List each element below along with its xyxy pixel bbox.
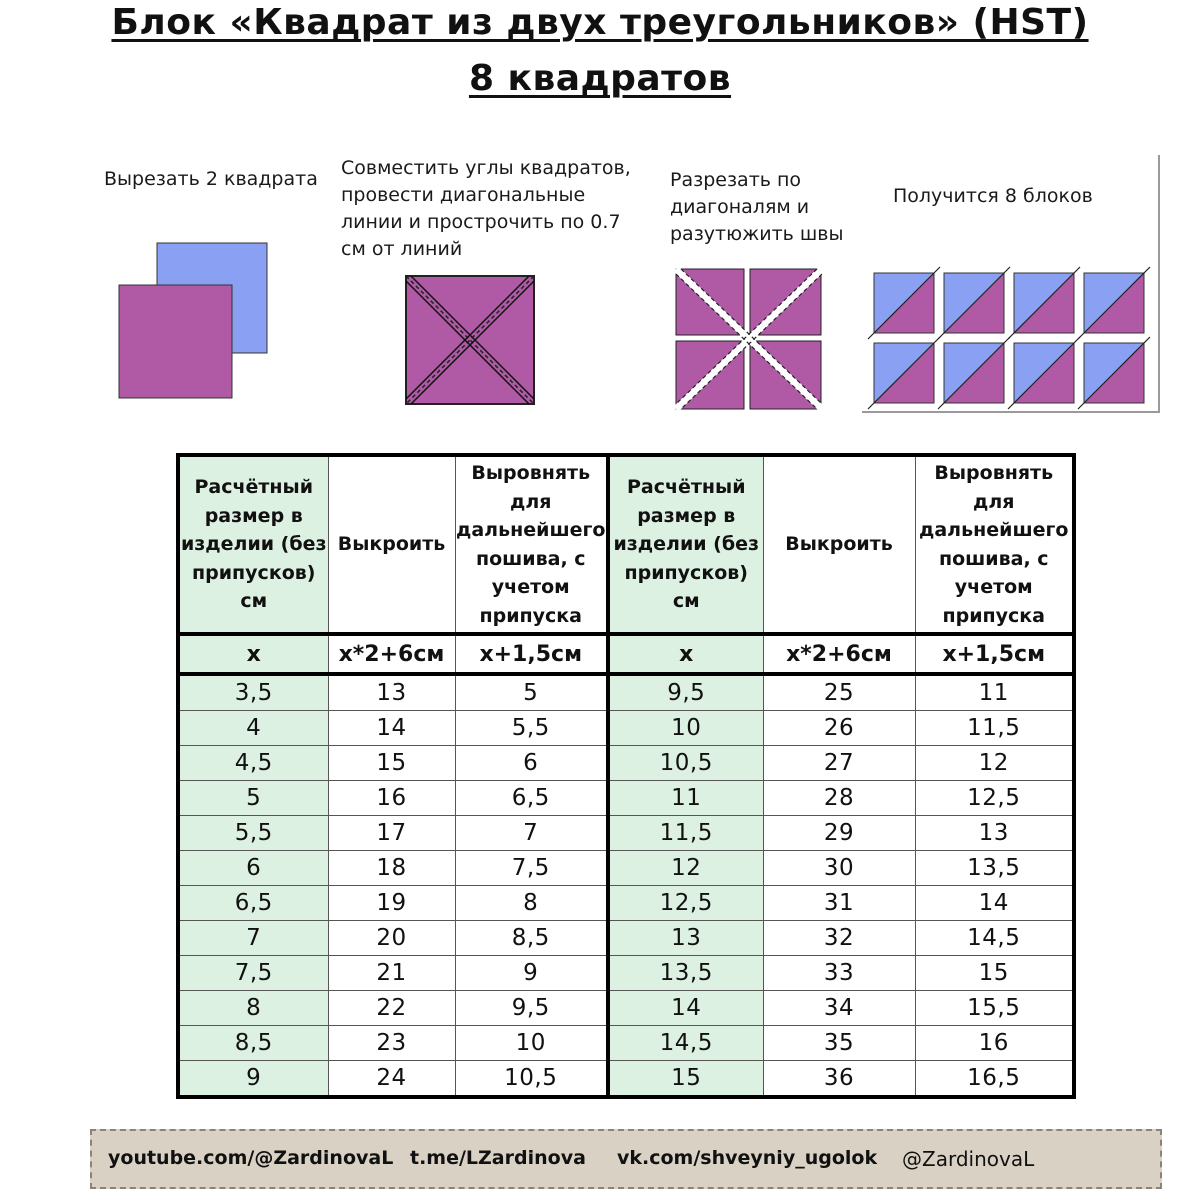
table-cell: 10: [608, 711, 763, 746]
table-cell: 30: [763, 851, 915, 886]
table-cell: 12,5: [608, 886, 763, 921]
formula-cell: x: [178, 634, 328, 674]
table-cell: 12,5: [915, 781, 1074, 816]
table-cell: 24: [328, 1061, 455, 1098]
table-cell: 13,5: [608, 956, 763, 991]
hst-block: [938, 337, 1010, 409]
table-row: [178, 886, 1074, 921]
table-cell: 23: [328, 1026, 455, 1061]
table-cell: 32: [763, 921, 915, 956]
footer-links-bar: [90, 1129, 1162, 1189]
table-cell: 6: [178, 851, 328, 886]
table-cell: 13: [328, 674, 455, 711]
table-cell: 8: [178, 991, 328, 1026]
header-size: Расчётный размер в изделии (без припусков) см: [178, 455, 328, 634]
table-cell: 9: [178, 1061, 328, 1098]
table-cell: 29: [763, 816, 915, 851]
table-cell: 5,5: [178, 816, 328, 851]
table-cell: 9,5: [608, 674, 763, 711]
social-handle: @ZardinovaL: [902, 1147, 1035, 1171]
table-cell: 9,5: [455, 991, 608, 1026]
table-row: [178, 851, 1074, 886]
table-cell: 36: [763, 1061, 915, 1098]
table-cell: 22: [328, 991, 455, 1026]
two-squares-illustration: [110, 236, 280, 406]
table-cell: 5,5: [455, 711, 608, 746]
page-title: Блок «Квадрат из двух треугольников» (HST): [111, 2, 1089, 43]
table-cell: 31: [763, 886, 915, 921]
table-cell: 10,5: [608, 746, 763, 781]
table-cell: 12: [915, 746, 1074, 781]
table-cell: 8,5: [178, 1026, 328, 1061]
table-cell: 11,5: [608, 816, 763, 851]
cut-squares-illustration: [672, 265, 828, 413]
table-cell: 26: [763, 711, 915, 746]
header-trim: Выровнять для дальнейшего пошива, с учетом припуска: [915, 455, 1074, 634]
table-cell: 14: [328, 711, 455, 746]
table-cell: 16: [915, 1026, 1074, 1061]
table-cell: 10,5: [455, 1061, 608, 1098]
formula-cell: x: [608, 634, 763, 674]
hst-block: [868, 267, 940, 339]
table-cell: 15: [328, 746, 455, 781]
table-cell: 19: [328, 886, 455, 921]
table-cell: 11,5: [915, 711, 1074, 746]
step-4-caption: Получится 8 блоков: [893, 185, 1093, 207]
step-1-caption: Вырезать 2 квадрата: [104, 168, 318, 190]
table-cell: 13,5: [915, 851, 1074, 886]
table-cell: 25: [763, 674, 915, 711]
telegram-link[interactable]: t.me/LZardinova: [410, 1147, 586, 1169]
step-3-caption: Разрезать по диагоналям и разутюжить швы: [670, 169, 844, 245]
table-cell: 21: [328, 956, 455, 991]
table-cell: 18: [328, 851, 455, 886]
table-row: [178, 816, 1074, 851]
table-cell: 14,5: [608, 1026, 763, 1061]
table-cell: 13: [608, 921, 763, 956]
table-cell: 4: [178, 711, 328, 746]
table-header-row: [178, 455, 1074, 634]
sizes-table: [176, 453, 1076, 1099]
table-cell: 20: [328, 921, 455, 956]
table-cell: 5: [455, 674, 608, 711]
table-cell: 9: [455, 956, 608, 991]
table-row: [178, 956, 1074, 991]
stitched-square-illustration: [402, 272, 542, 412]
table-cell: 34: [763, 991, 915, 1026]
header-trim: Выровнять для дальнейшего пошива, с учетом припуска: [455, 455, 608, 634]
table-cell: 14: [915, 886, 1074, 921]
hst-block: [868, 337, 940, 409]
table-cell: 35: [763, 1026, 915, 1061]
table-cell: 3,5: [178, 674, 328, 711]
table-row: [178, 711, 1074, 746]
table-cell: 6: [455, 746, 608, 781]
formula-cell: x*2+6см: [763, 634, 915, 674]
eight-blocks-illustration: [862, 262, 1158, 410]
table-cell: 11: [915, 674, 1074, 711]
table-cell: 7,5: [178, 956, 328, 991]
table-cell: 7: [455, 816, 608, 851]
table-row: [178, 1061, 1074, 1098]
table-cell: 28: [763, 781, 915, 816]
table-cell: 10: [455, 1026, 608, 1061]
header-size: Расчётный размер в изделии (без припусков) см: [608, 455, 763, 634]
table-row: [178, 1026, 1074, 1061]
table-formula-row: [178, 634, 1074, 674]
table-row: [178, 781, 1074, 816]
hst-block: [1008, 267, 1080, 339]
table-cell: 33: [763, 956, 915, 991]
page-subtitle: 8 квадратов: [468, 58, 732, 99]
table-cell: 11: [608, 781, 763, 816]
hst-block: [1078, 337, 1150, 409]
hst-block: [1008, 337, 1080, 409]
purple-square: [119, 285, 232, 398]
table-cell: 6,5: [455, 781, 608, 816]
table-cell: 7: [178, 921, 328, 956]
table-cell: 27: [763, 746, 915, 781]
table-cell: 13: [915, 816, 1074, 851]
table-cell: 16: [328, 781, 455, 816]
table-cell: 12: [608, 851, 763, 886]
table-cell: 15,5: [915, 991, 1074, 1026]
table-cell: 14: [608, 991, 763, 1026]
formula-cell: x+1,5см: [455, 634, 608, 674]
hst-block: [938, 267, 1010, 339]
table-row: [178, 746, 1074, 781]
table-cell: 8: [455, 886, 608, 921]
header-cut: Выкроить: [763, 455, 915, 634]
table-cell: 15: [915, 956, 1074, 991]
table-row: [178, 674, 1074, 711]
formula-cell: x*2+6см: [328, 634, 455, 674]
table-cell: 16,5: [915, 1061, 1074, 1098]
vk-link[interactable]: vk.com/shveyniy_ugolok: [617, 1147, 878, 1169]
table-cell: 6,5: [178, 886, 328, 921]
table-cell: 8,5: [455, 921, 608, 956]
table-cell: 4,5: [178, 746, 328, 781]
divider-horizontal: [862, 411, 1160, 413]
table-cell: 14,5: [915, 921, 1074, 956]
table-row: [178, 921, 1074, 956]
table-cell: 17: [328, 816, 455, 851]
step-2-caption: Совместить углы квадратов, провести диагональные линии и прострочить по 0.7 см от линий: [341, 157, 631, 260]
header-cut: Выкроить: [328, 455, 455, 634]
table-row: [178, 991, 1074, 1026]
table-cell: 5: [178, 781, 328, 816]
youtube-link[interactable]: youtube.com/@ZardinovaL: [108, 1147, 394, 1169]
divider-vertical: [1158, 155, 1160, 413]
table-cell: 15: [608, 1061, 763, 1098]
hst-block: [1078, 267, 1150, 339]
formula-cell: x+1,5см: [915, 634, 1074, 674]
table-cell: 7,5: [455, 851, 608, 886]
